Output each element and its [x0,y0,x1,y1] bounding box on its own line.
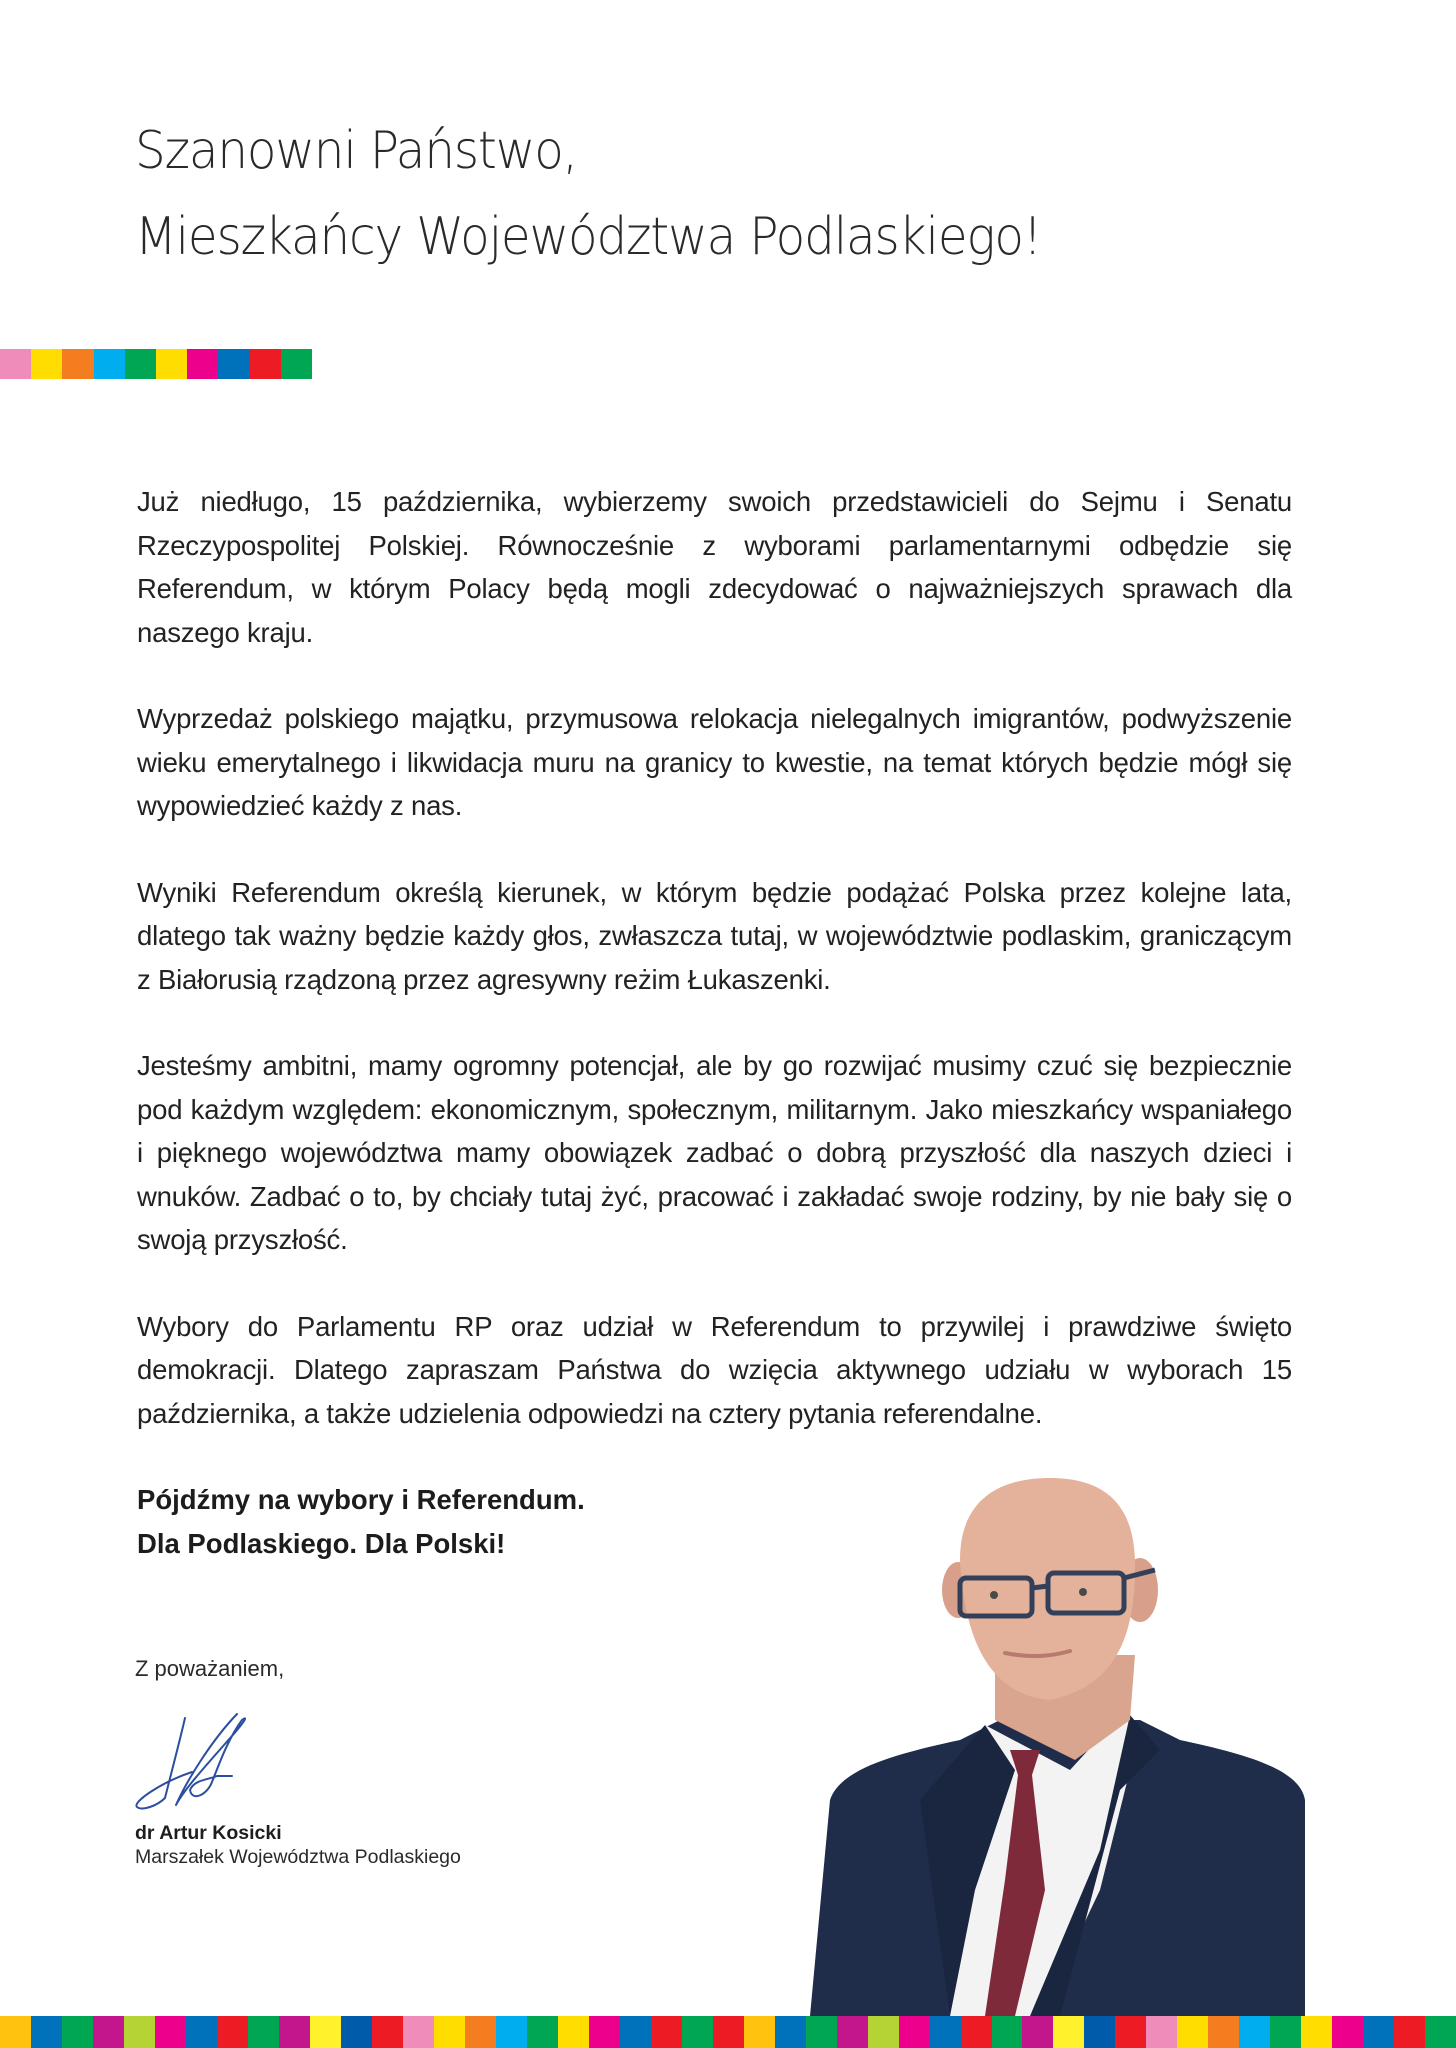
closing-line-1: Pójdźmy na wybory i Referendum. [137,1484,585,1515]
paragraph-5: Wybory do Parlamentu RP oraz udział w Referendum to przywilej i prawdziwe święto demokracji. Dlatego zapraszam Państwa do wzięcia aktywnego udziału w wyborach 15 października, a także udzielenia odpowiedzi na cztery pytania referendalne. [137,1310,1292,1429]
bottom-stripe-segment [527,2016,558,2048]
bottom-stripe-segment [93,2016,124,2048]
bottom-stripe-segment [31,2016,62,2048]
top-stripe-segment [0,349,31,379]
bottom-stripe-segment [248,2016,279,2048]
top-stripe-segment [281,349,312,379]
bottom-stripe-segment [1177,2016,1208,2048]
top-stripe-segment [94,349,125,379]
bottom-stripe-segment [837,2016,868,2048]
portrait-eye-left [990,1591,998,1599]
signatory-name: dr Artur Kosicki [135,1822,282,1844]
bottom-stripe-segment [1208,2016,1239,2048]
bottom-stripe-segment [124,2016,155,2048]
bottom-stripe-segment [961,2016,992,2048]
paragraph-4: Jesteśmy ambitni, mamy ogromny potencjał, ale by go rozwijać musimy czuć się bezpiecznie pod każdym względem: ekonomicznym, społecznym, militarnym. Jako mieszkańcy wspaniałego i pięknego województwa mamy obowiązek zadbać o dobrą przyszłość dla naszych dzieci i wnuków. Zadbać o to, by chciały tutaj żyć, pracować i zakładać swoje rodziny, by nie bały się o swoją przyszłość. [137,1050,1292,1255]
heading-line-2: Mieszkańcy Województwa Podlaskiego! [135,207,1042,267]
bottom-stripe-segment [1053,2016,1084,2048]
bottom-stripe-segment [992,2016,1023,2048]
bottom-stripe-segment [186,2016,217,2048]
top-stripe-segment [250,349,281,379]
bottom-stripe-segment [1084,2016,1115,2048]
bottom-color-stripe [0,2016,1456,2048]
handwritten-signature [132,1710,292,1822]
bottom-stripe-segment [403,2016,434,2048]
bottom-stripe-segment [1425,2016,1456,2048]
bottom-stripe-segment [217,2016,248,2048]
bottom-stripe-segment [1270,2016,1301,2048]
top-stripe-segment [62,349,93,379]
bottom-stripe-segment [496,2016,527,2048]
bottom-stripe-segment [589,2016,620,2048]
bottom-stripe-segment [155,2016,186,2048]
signatory-title: Marszałek Województwa Podlaskiego [135,1846,461,1868]
letter-heading [135,108,1041,280]
bottom-stripe-segment [930,2016,961,2048]
bottom-stripe-segment [1394,2016,1425,2048]
bottom-stripe-segment [1239,2016,1270,2048]
closing-line-2: Dla Podlaskiego. Dla Polski! [137,1527,506,1559]
bottom-stripe-segment [1146,2016,1177,2048]
bottom-stripe-segment [651,2016,682,2048]
bottom-stripe-segment [310,2016,341,2048]
bottom-stripe-segment [558,2016,589,2048]
bottom-stripe-segment [1363,2016,1394,2048]
portrait-eye-right [1079,1588,1087,1596]
heading-line-1: Szanowni Państwo, [135,121,577,181]
bottom-stripe-segment [372,2016,403,2048]
bottom-stripe-segment [434,2016,465,2048]
top-stripe-segment [31,349,62,379]
bottom-stripe-segment [806,2016,837,2048]
bottom-stripe-segment [899,2016,930,2048]
bottom-stripe-segment [1115,2016,1146,2048]
bottom-stripe-segment [279,2016,310,2048]
paragraph-1: Już niedługo, 15 października, wybierzemy swoich przedstawicieli do Sejmu i Senatu Rzeczypospolitej Polskiej. Równocześnie z wyborami parlamentarnymi odbędzie się Referendum, w którym Polacy będą mogli zdecydować o najważniejszych sprawach dla naszego kraju. [137,486,1292,648]
bottom-stripe-segment [744,2016,775,2048]
paragraph-2: Wyprzedaż polskiego majątku, przymusowa relokacja nielegalnych imigrantów, podwyższenie wieku emerytalnego i likwidacja muru na granicy to kwestie, na temat których będzie mógł się wypowiedzieć każdy z nas. [137,703,1292,821]
top-stripe-segment [187,349,218,379]
bottom-stripe-segment [1022,2016,1053,2048]
bottom-stripe-segment [341,2016,372,2048]
bottom-stripe-segment [775,2016,806,2048]
top-stripe-segment [125,349,156,379]
paragraph-3: Wyniki Referendum określą kierunek, w którym będzie podążać Polska przez kolejne lata, dlatego tak ważny będzie każdy głos, zwłaszcza tutaj, w województwie podlaskim, graniczącym z Białorusią rządzoną przez agresywny reżim Łukaszenki. [137,876,1292,995]
bottom-stripe-segment [682,2016,713,2048]
bottom-stripe-segment [0,2016,31,2048]
bottom-stripe-segment [1301,2016,1332,2048]
top-stripe-segment [156,349,187,379]
top-stripe-segment [218,349,249,379]
letter-body [137,480,1292,1565]
regards-text: Z poważaniem, [135,1656,285,1681]
bottom-stripe-segment [62,2016,93,2048]
top-color-stripe [0,349,312,379]
bottom-stripe-segment [1332,2016,1363,2048]
portrait-photo [800,1470,1340,2016]
bottom-stripe-segment [868,2016,899,2048]
bottom-stripe-segment [465,2016,496,2048]
bottom-stripe-segment [713,2016,744,2048]
bottom-stripe-segment [620,2016,651,2048]
